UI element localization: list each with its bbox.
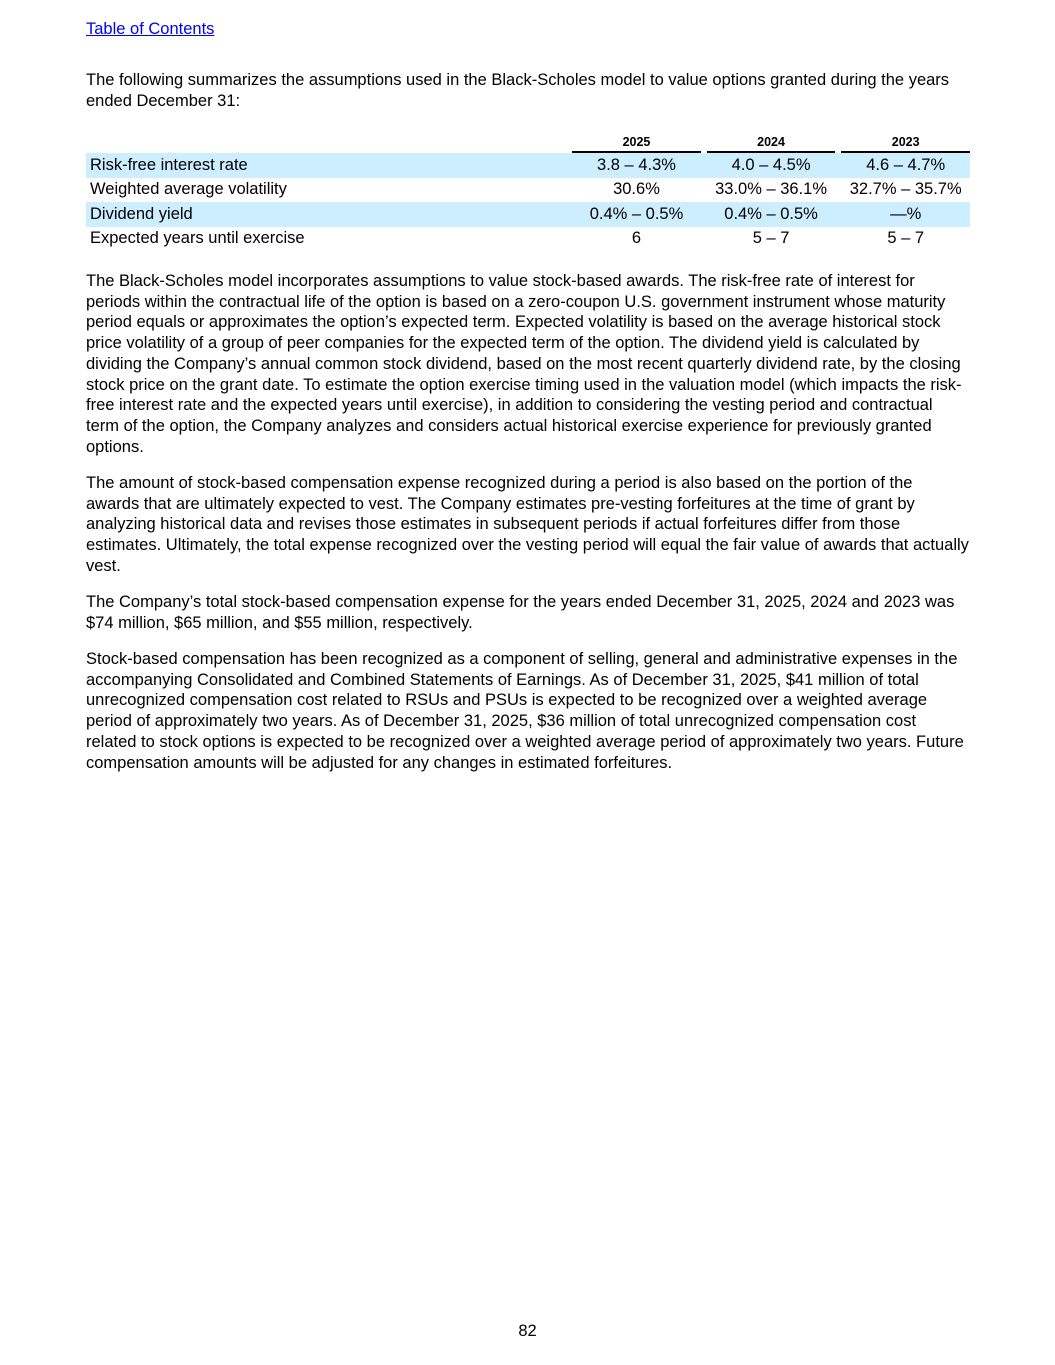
cell-2023: —% (841, 202, 970, 227)
row-label: Weighted average volatility (90, 180, 287, 199)
table-row-dividend-yield (86, 202, 970, 227)
cell-2024: 4.0 – 4.5% (707, 153, 836, 178)
page-number: 82 (518, 1322, 537, 1340)
table-of-contents-link[interactable]: Table of Contents (86, 20, 215, 38)
cell-2024: 5 – 7 (752, 229, 790, 248)
table-header-row (86, 132, 970, 153)
header-year-2025: 2025 (572, 132, 701, 153)
row-label: Dividend yield (86, 202, 572, 227)
cell-2023: 32.7% – 35.7% (849, 180, 962, 199)
header-blank (86, 132, 572, 153)
cell-2025: 3.8 – 4.3% (572, 153, 701, 178)
paragraph-total-expense: The Company’s total stock-based compensation expense for the years ended December 31, 2025, 2024 and 2023 was $74 million, $65 million, and $55 million, respectively. (86, 593, 955, 632)
cell-2025: 6 (631, 229, 642, 248)
table-row-expected-years (86, 227, 970, 252)
row-label: Risk-free interest rate (86, 153, 572, 178)
table-row-volatility (86, 178, 970, 203)
cell-2025: 30.6% (613, 180, 660, 199)
cell-2024: 33.0% – 36.1% (715, 180, 828, 199)
paragraph-black-scholes: The Black-Scholes model incorporates assumptions to value stock-based awards. The risk-free rate of interest for periods within the contractual life of the option is based on a zero-coupon U.S. government instrument whose maturity period equals or approximates the option’s expected term. Expected volatility is based on the average historical stock price volatility of a group of peer companies for the expected term of the option. The dividend yield is calculated by dividing the Company’s annual common stock dividend, based on the most recent quarterly dividend rate, by the closing stock price on the grant date. To estimate the option exercise timing used in the valuation model (which impacts the risk-free interest rate and the expected years until exercise), in addition to considering the vesting period and contractual term of the option, the Company analyzes and considers actual historical exercise experience for previously granted options. (86, 272, 962, 456)
header-year-2024: 2024 (707, 132, 836, 153)
cell-2023: 4.6 – 4.7% (841, 153, 970, 178)
table-row-risk-free-rate (86, 153, 970, 178)
black-scholes-assumptions-table (86, 132, 970, 251)
header-year-2023: 2023 (841, 132, 970, 153)
paragraph-unrecognized-cost: Stock-based compensation has been recognized as a component of selling, general and administrative expenses in the accompanying Consolidated and Combined Statements of Earnings. As of December 31, 2025, $41 million of total unrecognized compensation cost related to RSUs and PSUs is expected to be recognized over a weighted average period of approximately two years. As of December 31, 2025, $36 million of total unrecognized compensation cost related to stock options is expected to be recognized over a weighted average period of approximately two years. Future compensation amounts will be adjusted for any changes in estimated forfeitures. (86, 650, 964, 772)
paragraph-forfeitures: The amount of stock-based compensation expense recognized during a period is also based on the portion of the awards that are ultimately expected to vest. The Company estimates pre-vesting forfeitures at the time of grant by analyzing historical data and revises those estimates in subsequent periods if actual forfeitures differ from those estimates. Ultimately, the total expense recognized over the vesting period will equal the fair value of awards that actually vest. (86, 474, 969, 575)
cell-2023: 5 – 7 (887, 229, 925, 248)
intro-paragraph: The following summarizes the assumptions used in the Black-Scholes model to value options granted during the years ended December 31: (86, 71, 950, 110)
cell-2025: 0.4% – 0.5% (572, 202, 701, 227)
cell-2024: 0.4% – 0.5% (707, 202, 836, 227)
row-label: Expected years until exercise (90, 229, 305, 248)
